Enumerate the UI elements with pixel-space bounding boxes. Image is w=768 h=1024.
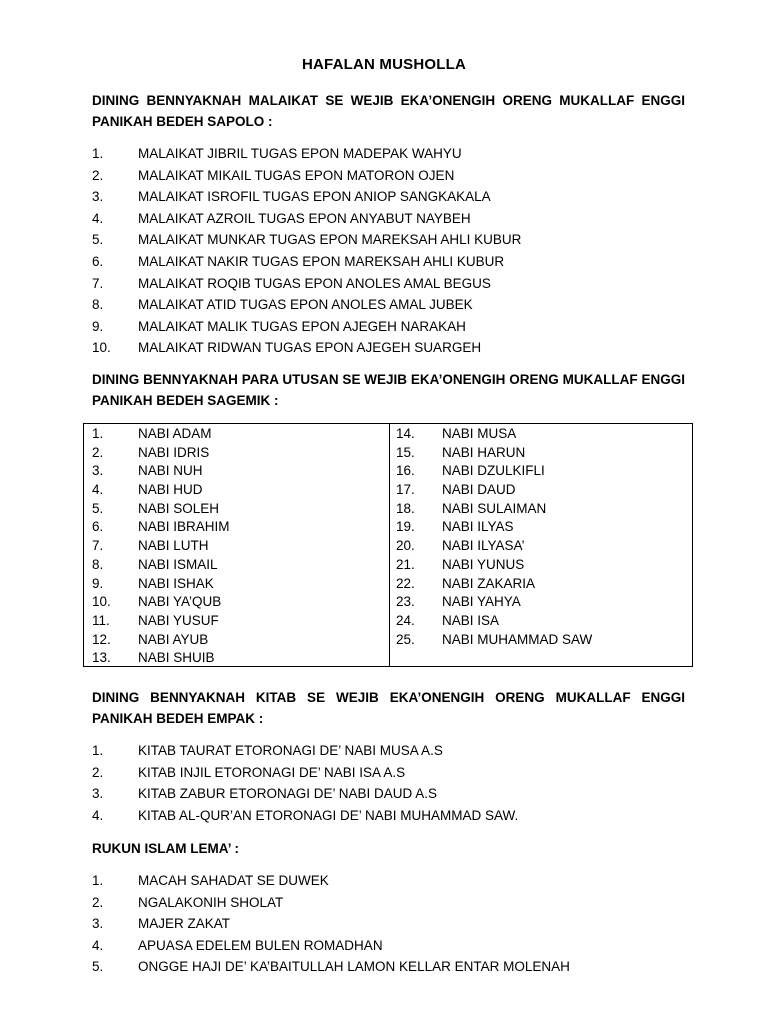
item-text: NABI YUNUS <box>442 556 525 572</box>
list-item <box>92 892 570 914</box>
table-divider <box>389 424 390 666</box>
item-text: MAJER ZAKAT <box>138 916 231 932</box>
item-number: 5. <box>92 500 104 516</box>
document-title: HAFALAN MUSHOLLA <box>301 56 467 73</box>
table-row <box>92 444 230 463</box>
item-text: KITAB INJIL ETORONAGI DE’ NABI ISA A.S <box>138 764 406 780</box>
item-text: NABI LUTH <box>138 538 209 554</box>
item-number: 1. <box>92 426 104 441</box>
item-text: KITAB ZABUR ETORONAGI DE’ NABI DAUD A.S <box>138 786 438 802</box>
item-text: NABI MUHAMMAD SAW <box>442 631 593 647</box>
item-number: 2. <box>92 444 104 460</box>
item-text: MALAIKAT MUNKAR TUGAS EPON MAREKSAH AHLI KUBUR <box>138 232 522 248</box>
item-text: MALAIKAT JIBRIL TUGAS EPON MADEPAK WAHYU <box>138 146 462 161</box>
item-text: MALAIKAT RIDWAN TUGAS EPON AJEGEH SUARGEH <box>138 340 482 356</box>
list-item <box>92 870 570 892</box>
item-number: 20. <box>396 538 415 554</box>
list-item <box>92 337 521 359</box>
table-row <box>396 462 592 481</box>
list-item <box>92 165 521 187</box>
table-row <box>92 537 230 556</box>
table-row <box>396 425 592 444</box>
item-text: NABI ZAKARIA <box>442 575 536 591</box>
list-item <box>92 251 521 273</box>
item-text: NABI NUH <box>138 463 203 479</box>
item-number: 5. <box>92 232 104 248</box>
item-number: 17. <box>396 482 415 498</box>
item-text: MALAIKAT ISROFIL TUGAS EPON ANIOP SANGKAKALA <box>138 189 491 205</box>
item-text: NABI ILYASA’ <box>442 538 525 554</box>
item-text: MALAIKAT ROQIB TUGAS EPON ANOLES AMAL BEGUS <box>138 275 491 291</box>
item-number: 25. <box>396 631 415 647</box>
item-number: 6. <box>92 253 104 269</box>
table-row <box>92 593 230 612</box>
item-text: NABI ISHAK <box>138 575 214 591</box>
item-number: 12. <box>92 631 111 647</box>
list-item <box>92 913 570 935</box>
item-text: NABI ISA <box>442 612 500 628</box>
item-number: 21. <box>396 556 415 572</box>
prophets-left-column <box>92 425 230 668</box>
item-text: NABI ILYAS <box>442 519 514 535</box>
item-number: 8. <box>92 556 104 572</box>
item-text: MACAH SAHADAT SE DUWEK <box>138 873 329 888</box>
table-row <box>396 593 592 612</box>
item-number: 4. <box>92 807 104 823</box>
item-text: NABI DAUD <box>442 482 516 498</box>
item-number: 10. <box>92 594 111 610</box>
item-text: MALAIKAT ATID TUGAS EPON ANOLES AMAL JUBEK <box>138 297 473 313</box>
item-number: 10. <box>92 340 111 356</box>
angels-list <box>92 143 521 359</box>
item-number: 3. <box>92 916 104 932</box>
item-number: 2. <box>92 167 104 183</box>
item-number: 14. <box>396 426 415 441</box>
table-row <box>92 462 230 481</box>
list-item <box>92 762 518 784</box>
item-number: 9. <box>92 575 104 591</box>
item-number: 18. <box>396 500 415 516</box>
item-number: 9. <box>92 318 104 334</box>
item-text: NABI AYUB <box>138 631 209 647</box>
books-heading: DINING BENNYAKNAH KITAB SE WEJIB EKA’ONENGIH ORENG MUKALLAF ENGGI PANIKAH BEDEH EMPAK : <box>92 690 685 726</box>
item-text: NABI HARUN <box>442 444 526 460</box>
prophets-table <box>83 423 693 667</box>
item-number: 1. <box>92 146 104 161</box>
item-number: 4. <box>92 482 104 498</box>
item-number: 6. <box>92 519 104 535</box>
item-number: 7. <box>92 275 104 291</box>
list-item <box>92 208 521 230</box>
item-text: NABI SHUIB <box>138 650 215 666</box>
item-number: 3. <box>92 786 104 802</box>
item-text: NABI ADAM <box>138 426 212 441</box>
item-text: MALAIKAT MALIK TUGAS EPON AJEGEH NARAKAH <box>138 318 466 334</box>
list-item <box>92 294 521 316</box>
pillars-list <box>92 870 570 978</box>
table-row <box>92 556 230 575</box>
item-text: NABI IDRIS <box>138 444 210 460</box>
item-number: 3. <box>92 189 104 205</box>
item-text: KITAB AL-QUR’AN ETORONAGI DE’ NABI MUHAMMAD SAW. <box>138 807 519 823</box>
item-text: ONGGE HAJI DE’ KA’BAITULLAH LAMON KELLAR ENTAR MOLENAH <box>138 959 570 975</box>
item-number: 3. <box>92 463 104 479</box>
item-text: APUASA EDELEM BULEN ROMADHAN <box>138 937 383 953</box>
table-row <box>396 481 592 500</box>
table-row <box>396 556 592 575</box>
list-item <box>92 143 521 165</box>
table-row <box>396 518 592 537</box>
item-number: 1. <box>92 873 104 888</box>
item-number: 1. <box>92 743 104 758</box>
item-number: 23. <box>396 594 415 610</box>
item-text: NABI SOLEH <box>138 500 220 516</box>
table-row <box>92 649 230 668</box>
item-text: NABI MUSA <box>442 426 517 441</box>
table-row <box>92 631 230 650</box>
pillars-heading: RUKUN ISLAM LEMA’ : <box>92 841 239 856</box>
table-row <box>92 425 230 444</box>
item-text: NABI YAHYA <box>442 594 521 610</box>
item-number: 13. <box>92 650 111 666</box>
item-number: 24. <box>396 612 415 628</box>
item-text: NGALAKONIH SHOLAT <box>138 894 284 910</box>
item-number: 7. <box>92 538 104 554</box>
books-list <box>92 740 518 826</box>
table-row <box>92 575 230 594</box>
item-text: MALAIKAT NAKIR TUGAS EPON MAREKSAH AHLI KUBUR <box>138 253 505 269</box>
table-row <box>396 631 592 650</box>
table-row <box>92 500 230 519</box>
prophets-right-column <box>396 425 592 649</box>
list-item <box>92 186 521 208</box>
table-row <box>396 500 592 519</box>
item-number: 2. <box>92 764 104 780</box>
item-text: NABI YA’QUB <box>138 594 222 610</box>
angels-heading: DINING BENNYAKNAH MALAIKAT SE WEJIB EKA’ONENGIH ORENG MUKALLAF ENGGI PANIKAH BEDEH SAPOLO : <box>92 93 685 129</box>
item-text: NABI IBRAHIM <box>138 519 230 535</box>
item-number: 8. <box>92 297 104 313</box>
table-row <box>396 612 592 631</box>
item-number: 4. <box>92 210 104 226</box>
item-text: KITAB TAURAT ETORONAGI DE’ NABI MUSA A.S <box>138 743 443 758</box>
table-row <box>396 575 592 594</box>
prophets-heading: DINING BENNYAKNAH PARA UTUSAN SE WEJIB EKA’ONENGIH ORENG MUKALLAF ENGGI PANIKAH BEDEH SAGEMIK : <box>92 372 685 408</box>
item-text: NABI HUD <box>138 482 203 498</box>
item-text: NABI YUSUF <box>138 612 219 628</box>
table-row <box>396 444 592 463</box>
item-text: MALAIKAT MIKAIL TUGAS EPON MATORON OJEN <box>138 167 455 183</box>
item-text: NABI ISMAIL <box>138 556 218 572</box>
list-item <box>92 229 521 251</box>
item-number: 22. <box>396 575 415 591</box>
table-row <box>92 481 230 500</box>
list-item <box>92 316 521 338</box>
list-item <box>92 783 518 805</box>
item-number: 16. <box>396 463 415 479</box>
item-text: NABI DZULKIFLI <box>442 463 545 479</box>
item-text: NABI SULAIMAN <box>442 500 547 516</box>
item-text: MALAIKAT AZROIL TUGAS EPON ANYABUT NAYBEH <box>138 210 471 226</box>
list-item <box>92 956 570 978</box>
list-item <box>92 273 521 295</box>
item-number: 2. <box>92 894 104 910</box>
item-number: 15. <box>396 444 415 460</box>
item-number: 4. <box>92 937 104 953</box>
table-row <box>396 537 592 556</box>
table-row <box>92 518 230 537</box>
item-number: 11. <box>92 612 110 628</box>
item-number: 5. <box>92 959 104 975</box>
item-number: 19. <box>396 519 415 535</box>
list-item <box>92 935 570 957</box>
list-item <box>92 805 518 827</box>
list-item <box>92 740 518 762</box>
table-row <box>92 612 230 631</box>
